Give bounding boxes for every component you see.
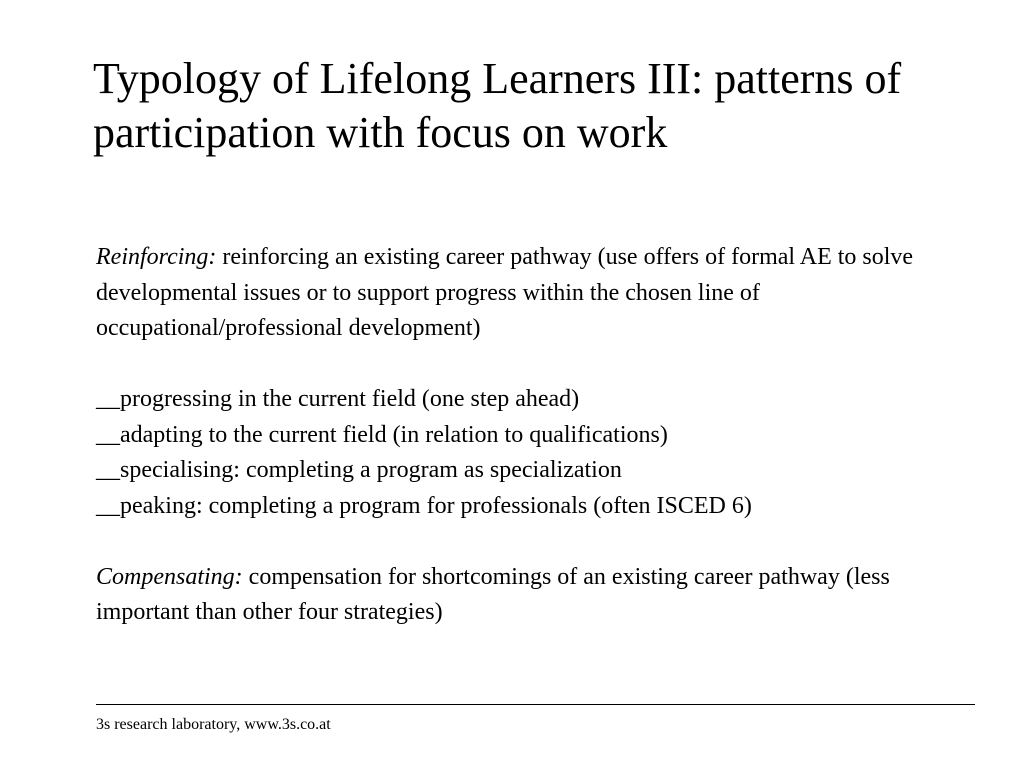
spacer	[96, 524, 976, 560]
reinforcing-paragraph	[96, 240, 976, 347]
pattern-list	[96, 382, 976, 524]
footer-text: 3s research laboratory, www.3s.co.at	[96, 716, 331, 733]
reinforcing-term: Reinforcing:	[96, 244, 217, 270]
list-item-specialising: __specialising: completing a program as specialization	[96, 457, 622, 483]
compensating-paragraph	[96, 560, 976, 631]
spacer	[96, 347, 976, 383]
footer-divider	[96, 704, 975, 705]
list-item-peaking: __peaking: completing a program for professionals (often ISCED 6)	[96, 492, 752, 519]
slide-body	[96, 240, 976, 631]
list-item-adapting: __adapting to the current field (in relation to qualifications)	[96, 421, 668, 448]
list-item-progressing: __progressing in the current field (one step ahead)	[96, 386, 580, 412]
reinforcing-text: reinforcing an existing career pathway (use offers of formal AE to solve developmental issues or to support progress within the chosen line of occupational/professional development)	[96, 244, 914, 341]
compensating-text: compensation for shortcomings of an existing career pathway (less important than other four strategies)	[96, 563, 890, 625]
slide-title: Typology of Lifelong Learners III: patterns of participation with focus on work	[93, 54, 902, 157]
compensating-term: Compensating:	[96, 563, 243, 590]
